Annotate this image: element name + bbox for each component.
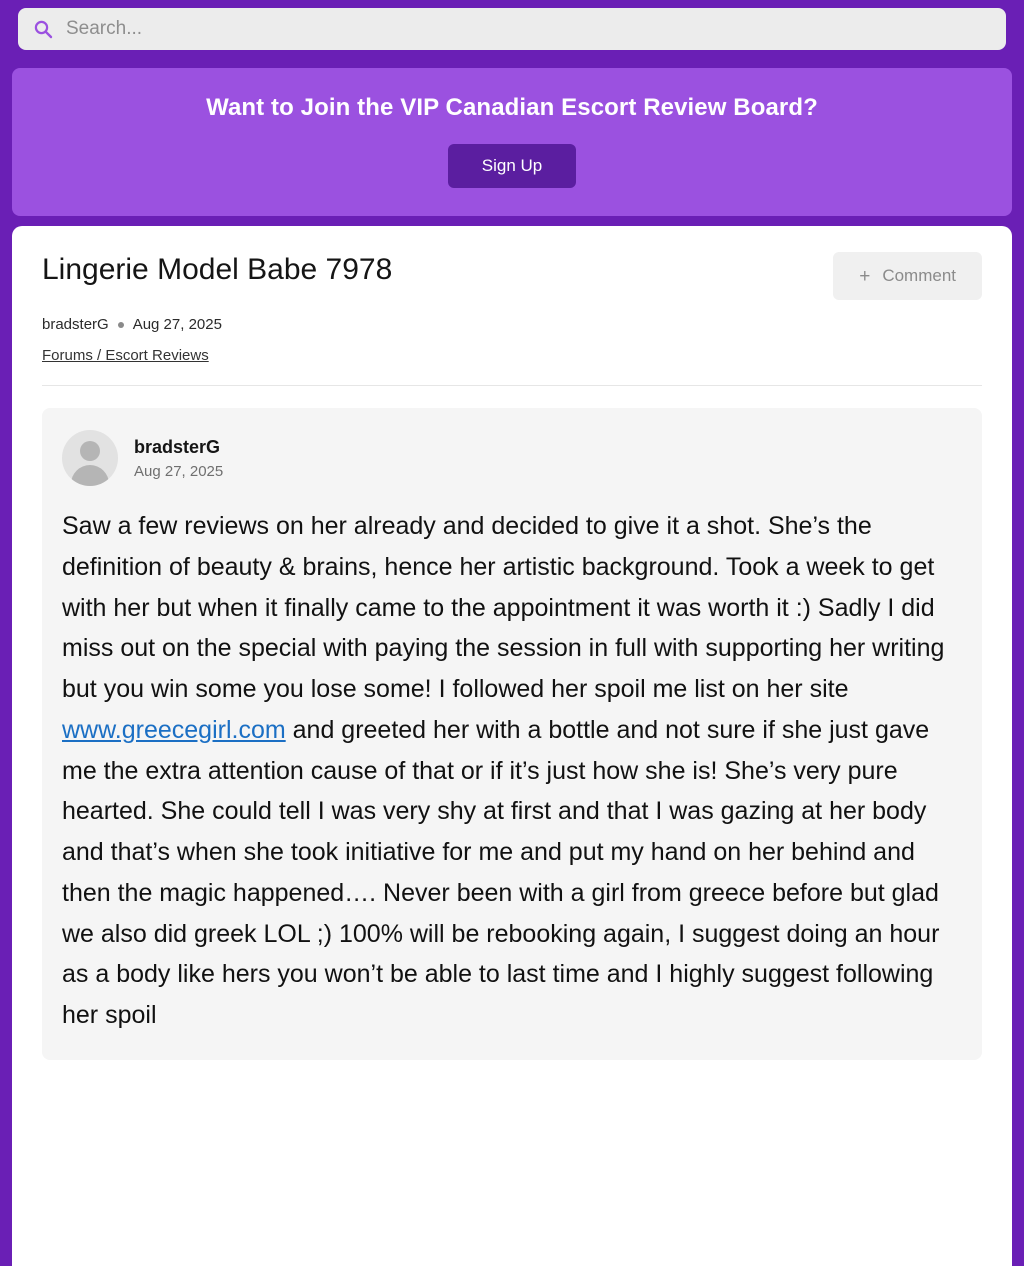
thread-card [12, 226, 1012, 1266]
search-input[interactable] [66, 18, 992, 40]
post-body [62, 506, 962, 1036]
post-date: Aug 27, 2025 [134, 462, 224, 480]
post-author: bradsterG [134, 437, 221, 458]
post-body-link[interactable]: www.greecegirl.com [62, 715, 286, 744]
vip-signup-banner [12, 68, 1012, 216]
post-body-part-1: Saw a few reviews on her already and decided to give it a shot. She’s the definition of beauty & brains, hence her artistic background. Took a week to get with her but when it finally came to the appointment it was worth it :) Sadly I did miss out on the special with paying the session in full with supporting her writing but you win some you lose some! I followed her spoil me list on her site [62, 512, 945, 703]
thread-date: Aug 27, 2025 [132, 316, 222, 333]
search-box[interactable] [18, 8, 1006, 50]
banner-title: Want to Join the VIP Canadian Escort Review Board? [206, 94, 818, 121]
thread-author: bradsterG [42, 316, 109, 333]
post-header [62, 430, 962, 486]
thread-meta [42, 316, 982, 333]
user-avatar-icon [62, 430, 118, 486]
post-body-part-2: and greeted her with a bottle and not sure if she just gave me the extra attention cause of that or if it’s just how she is! She’s very pure hearted. She could tell I was very shy at first and that I was gazing at her body and that’s when she took initiative for me and put my hand on her behind and then the magic happened…. Never been with a girl from greece before but glad we also did greek LOL ;) 100% will be rebooking again, I suggest doing an hour as a body like hers you won’t be able to last time and I highly suggest following her spoil [62, 715, 940, 1029]
sign-up-button[interactable]: Sign Up [448, 144, 576, 188]
post-item [42, 408, 982, 1060]
search-icon [32, 18, 54, 40]
page-title: Lingerie Model Babe 7978 [42, 253, 393, 286]
add-comment-label: Comment [882, 266, 956, 285]
meta-separator-dot [118, 322, 124, 328]
search-bar-region [0, 0, 1024, 60]
header-divider [42, 385, 982, 386]
breadcrumb[interactable]: Forums / Escort Reviews [42, 347, 209, 364]
plus-icon: + [859, 265, 871, 287]
add-comment-button[interactable] [833, 252, 982, 300]
thread-header [42, 252, 982, 300]
